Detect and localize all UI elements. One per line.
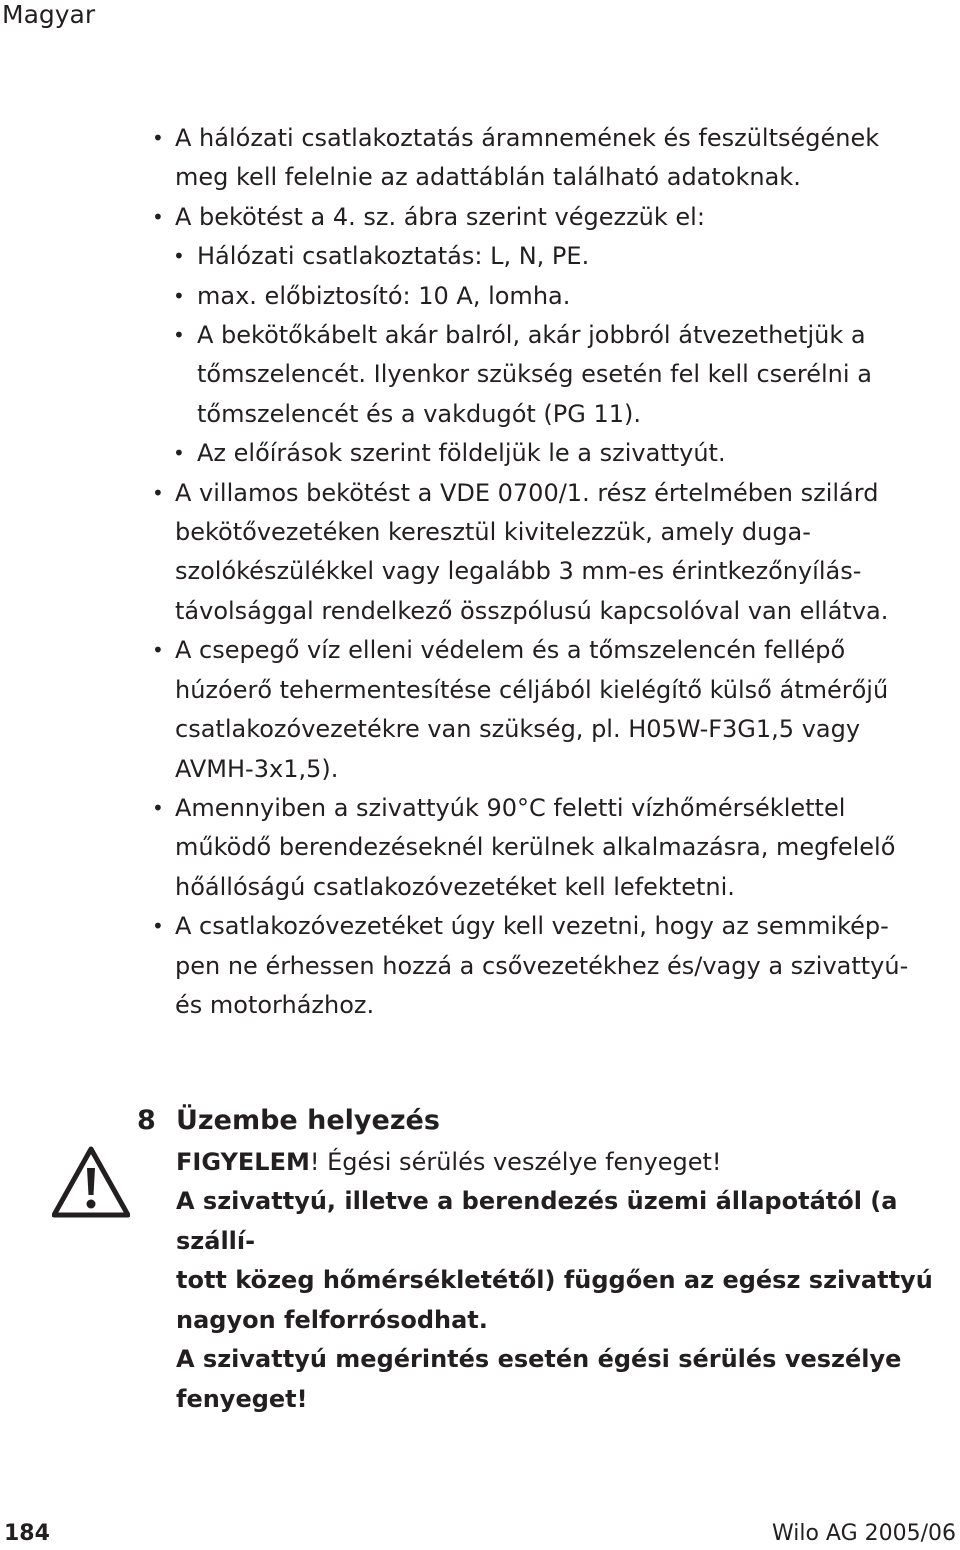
list-item-text: A csepegő víz elleni védelem és a tőmszelencén fellépő húzóerő tehermentesítése céljából kielégítő külső átmérőjű csatlakozóvezetékre van szükség, pl. H05W-F3G1,5 vagy AVMH-3x1,5). [175,636,889,783]
footer-copyright: Wilo AG 2005/06 [771,1521,956,1546]
bullet-icon: • [152,795,164,820]
list-item-text: A villamos bekötést a VDE 0700/1. rész értelmében szilárd bekötővezetéken keresztül kivitelezzük, amely duga- szolókészülékkel vagy legalább 3 mm-es érintkezőnyílás- távolsággal rendelkező összpólusú kapcsolóval van ellátva. [175,478,889,625]
sub-list-item [150,237,950,276]
bullet-icon: • [152,914,164,939]
warning-signal-line [176,1143,956,1182]
list-item [150,789,950,907]
page-number: 184 [4,1521,50,1546]
list-item-text: A bekötést a 4. sz. ábra szerint végezzük el: [175,202,705,231]
list-item-text: A hálózati csatlakoztatás áramnemének és feszültségének meg kell felelnie az adattáblán található adatoknak. [175,124,880,192]
bullet-icon: • [152,204,164,229]
bullet-icon: • [152,480,164,505]
sub-list-item [150,316,950,434]
list-item-text: Az előírások szerint földeljük le a szivattyút. [197,439,726,468]
section-title: Üzembe helyezés [176,1105,440,1136]
warning-triangle-icon [52,1146,130,1218]
bullet-icon: • [173,283,185,308]
bullet-list [150,119,950,1025]
bullet-icon: • [173,323,185,348]
section-heading [137,1101,440,1141]
bullet-icon: • [173,441,185,466]
list-item-text: max. előbiztosító: 10 A, lomha. [197,281,571,310]
warning-keyword: FIGYELEM [176,1148,310,1176]
warning-block [176,1143,956,1419]
sub-list-item [150,277,950,316]
warning-message: ! Égési sérülés veszélye fenyeget! [309,1148,722,1176]
list-item-text: Amennyiben a szivattyúk 90°C feletti vízhőmérséklettel működő berendezéseknél kerülnek alkalmazásra, megfelelő hőállóságú csatlakozóvezetéket kell lefektetni. [175,793,896,901]
warning-text: A szivattyú megérintés esetén égési sérülés veszélye fenyeget! [176,1345,902,1413]
bullet-icon: • [173,244,185,269]
list-item-text: A csatlakozóvezetéket úgy kell vezetni, hogy az semmikép- pen ne érhessen hozzá a csővezetékhez és/vagy a szivattyú- és motorházhoz. [175,912,909,1019]
bullet-icon: • [152,126,164,150]
list-item [150,631,950,789]
list-item [150,119,950,198]
list-item [150,474,950,632]
list-item-text: A bekötőkábelt akár balról, akár jobbról átvezethetjük a tőmszelencét. Ilyenkor szükség esetén fel kell cserélni a tőmszelencét és a vakdugót (PG 11). [197,321,872,428]
warning-text: A szivattyú, illetve a berendezés üzemi állapotától (a szállí- tott közeg hőmérsékletétől) függően az egész szivattyú nagyon felforrósodhat. [176,1187,933,1334]
list-item [150,198,950,237]
bullet-icon: • [152,638,164,663]
language-label: Magyar [2,0,96,29]
section-number: 8 [137,1105,156,1136]
sub-list-item [150,434,950,473]
list-item-text: Hálózati csatlakoztatás: L, N, PE. [197,242,590,271]
list-item [150,907,950,1025]
